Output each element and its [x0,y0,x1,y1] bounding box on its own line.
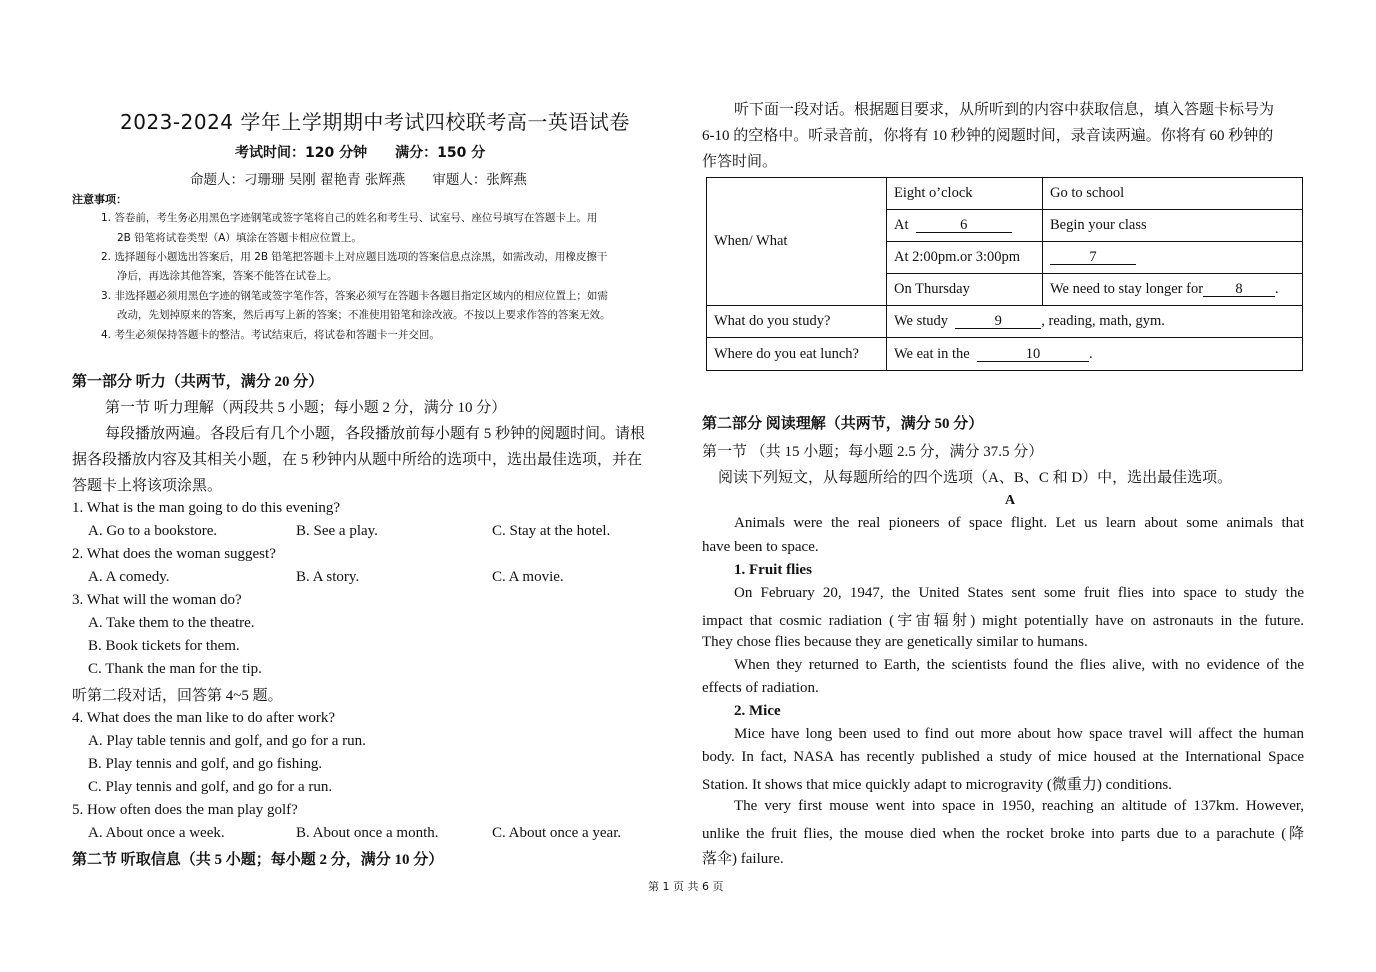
q4-option-a: A. Play table tennis and golf, and go for a run. [88,733,366,749]
passage-label: A [1005,493,1016,508]
notice-item: 2. 选择题每小题选出答案后，用 2B 铅笔把答题卡上对应题目选项的答案信息点涂黑，如需改动，用橡皮擦干 [101,251,608,263]
cell-text: We eat in the [894,345,970,362]
instruction-line: 答题卡上将该项涂黑。 [72,478,223,494]
q2-option-a: A. A comedy. [88,569,170,585]
info-table [706,177,1303,371]
subheading-mice: 2. Mice [734,703,781,719]
paragraph-line: unlike the fruit flies, the mouse died when the rocket broke into parts due to a parachute (降 [702,826,1304,842]
blank-7: 7 [1050,250,1136,265]
page-footer: 第 1 页 共 6 页 [648,880,724,893]
q1-option-c: C. Stay at the hotel. [492,523,611,539]
paragraph-line: 落伞) failure. [702,851,784,867]
table-cell: At 2:00pm.or 3:00pm [887,242,1043,274]
table-cell: Begin your class [1043,210,1303,242]
blank-9: 9 [955,314,1041,329]
cell-text: . [1088,345,1093,362]
blank-10: 10 [977,347,1089,362]
paragraph-line: Station. It shows that mice quickly adapt to microgravity (微重力) conditions. [702,777,1172,793]
listen-instruction: 听下面一段对话。根据题目要求，从所听到的内容中获取信息，填入答题卡标号为 [734,102,1275,118]
paragraph-line: The very first mouse went into space in 1950, reaching an altitude of 137km. However, [734,798,1304,814]
notice-item: 2B 铅笔将试卷类型（A）填涂在答题卡相应位置上。 [117,232,362,244]
cell-text: We study [894,313,949,329]
table-cell [1043,274,1303,306]
paragraph-line: When they returned to Earth, the scientists found the flies alive, with no evidence of the [734,657,1304,673]
question-1: 1. What is the man going to do this evening? [72,500,341,516]
q3-option-a: A. Take them to the theatre. [88,615,255,631]
part1-heading: 第一部分 听力（共两节，满分 20 分） [72,374,324,390]
page-title: 2023-2024 学年上学期期中考试四校联考高一英语试卷 [120,110,630,134]
q1-option-b: B. See a play. [296,523,378,539]
q5-option-c: C. About once a year. [492,825,622,841]
authors: 命题人：刁珊珊 吴刚 翟艳青 张辉燕 审题人：张辉燕 [190,172,527,188]
paragraph-line: On February 20, 1947, the United States sent some fruit flies into space to study the [734,585,1304,601]
q5-option-b: B. About once a month. [296,825,439,841]
notice-item: 改动，先划掉原来的答案，然后再写上新的答案；不准使用铅笔和涂改液。不按以上要求作答的答案无效。 [117,309,611,321]
q3-option-b: B. Book tickets for them. [88,638,240,654]
cell-text: At [894,217,909,233]
notice-item: 3. 非选择题必须用黑色字迹的钢笔或签字笔作答，答案必须写在答题卡各题目指定区域内的相应位置上；如需 [101,290,608,302]
paragraph-line: have been to space. [702,539,819,555]
paragraph-line: Animals were the real pioneers of space flight. Let us learn about some animals that [734,515,1304,531]
table-cell [1043,242,1303,274]
table-cell: Go to school [1043,178,1303,210]
question-5: 5. How often does the man play golf? [72,802,298,818]
reading-instruction: 阅读下列短文，从每题所给的四个选项（A、B、C 和 D）中，选出最佳选项。 [718,470,1233,486]
listen-instruction: 作答时间。 [702,154,778,170]
part1-section1: 第一节 听力理解（两段共 5 小题；每小题 2 分，满分 10 分） [105,400,507,416]
exam-info: 考试时间：120 分钟 满分：150 分 [235,145,486,161]
q5-option-a: A. About once a week. [88,825,225,841]
notice-item: 净后，再选涂其他答案，答案不能答在试卷上。 [117,270,338,282]
q1-option-a: A. Go to a bookstore. [88,523,218,539]
table-cell [887,338,1303,371]
q4-option-b: B. Play tennis and golf, and go fishing. [88,756,323,772]
table-cell: What do you study? [707,306,887,338]
paragraph-line: Mice have long been used to find out more about how space travel will affect the human [734,726,1304,742]
blank-6: 6 [916,218,1012,233]
question-4: 4. What does the man like to do after work? [72,710,335,726]
when-what-cell [707,178,887,306]
cell-text: . [1275,281,1279,297]
table-cell [887,306,1303,338]
q4-option-c: C. Play tennis and golf, and go for a run. [88,779,333,795]
when-what-label: When/ What [714,233,788,249]
question-2: 2. What does the woman suggest? [72,546,276,562]
instruction-line: 每段播放两遍。各段后有几个小题，各段播放前每小题有 5 秒钟的阅题时间。请根 [105,426,646,442]
table-cell: On Thursday [887,274,1043,306]
dialog2-instruction: 听第二段对话，回答第 4~5 题。 [72,688,283,704]
cell-text: We need to stay longer for [1050,281,1204,297]
question-3: 3. What will the woman do? [72,592,242,608]
part2-heading: 第二部分 阅读理解（共两节，满分 50 分） [702,416,984,432]
paragraph-line: effects of radiation. [702,680,819,696]
notice-item: 4. 考生必须保持答题卡的整洁。考试结束后，将试卷和答题卡一并交回。 [101,329,440,341]
table-cell: Where do you eat lunch? [707,338,887,371]
q3-option-c: C. Thank the man for the tip. [88,661,262,677]
blank-8: 8 [1203,282,1275,297]
notice-item: 1. 答卷前，考生务必用黑色字迹钢笔或签字笔将自己的姓名和考生号、试室号、座位号填写在答题卡上。用 [101,212,598,224]
paragraph-line: impact that cosmic radiation (宇宙辐射) might potentially have on astronauts in the future. [702,613,1304,629]
part1-section2: 第二节 听取信息（共 5 小题；每小题 2 分，满分 10 分） [72,852,444,868]
q2-option-c: C. A movie. [492,569,564,585]
table-cell: Eight o’clock [887,178,1043,210]
paragraph-line: body. In fact, NASA has recently published a study of mice housed at the International Space [702,749,1304,765]
table-cell [887,210,1043,242]
cell-text: , reading, math, gym. [1041,313,1165,329]
instruction-line: 据各段播放内容及其相关小题，在 5 秒钟内从题中所给的选项中，选出最佳选项，并在 [72,452,643,468]
notice-heading: 注意事项： [72,193,127,206]
subheading-fruit-flies: 1. Fruit flies [734,562,812,578]
q2-option-b: B. A story. [296,569,360,585]
listen-instruction: 6-10 的空格中。听录音前，你将有 10 秒钟的阅题时间，录音读两遍。你将有 60 秒钟的 [702,128,1274,144]
paragraph-line: They chose flies because they are genetically similar to humans. [702,634,1088,650]
part2-section1: 第一节 （共 15 小题；每小题 2.5 分，满分 37.5 分） [702,444,1044,460]
